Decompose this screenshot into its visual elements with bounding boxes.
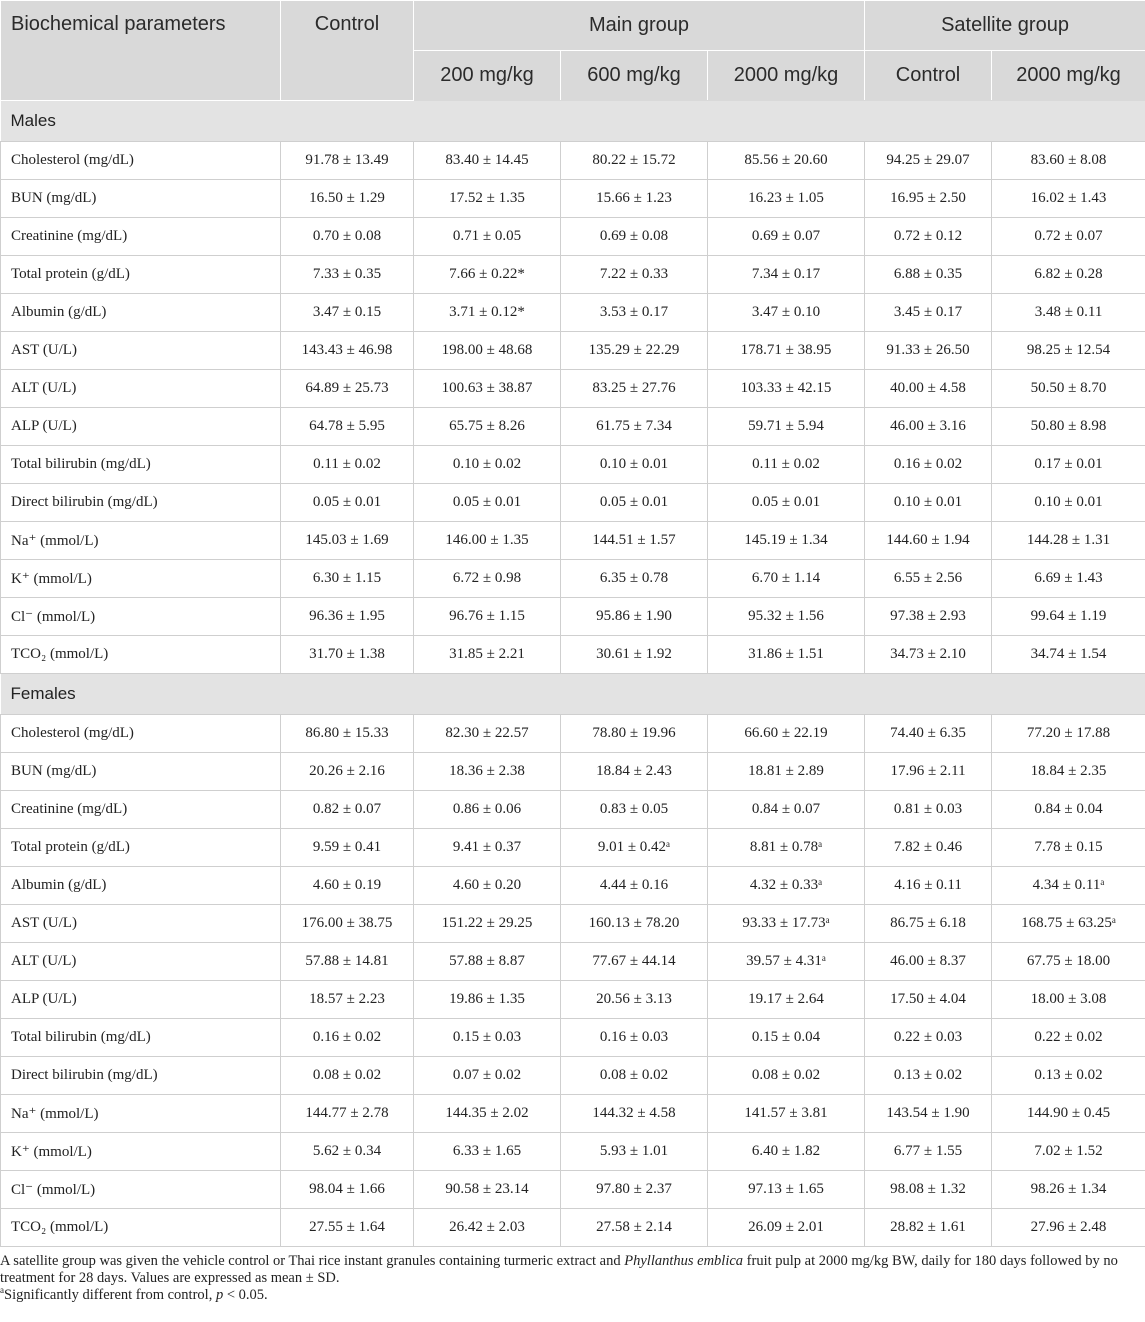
table-row: [1, 446, 1145, 484]
table-row: [1, 218, 1145, 256]
table-cell: 17.52 ± 1.35: [414, 180, 561, 218]
table-cell: 0.22 ± 0.03: [865, 1019, 992, 1057]
row-label: BUN (mg/dL): [1, 180, 281, 218]
table-cell: 5.62 ± 0.34: [281, 1133, 414, 1171]
table-cell: 18.57 ± 2.23: [281, 981, 414, 1019]
table-row: [1, 1209, 1145, 1247]
table-cell: 6.35 ± 0.78: [561, 560, 708, 598]
table-row: [1, 560, 1145, 598]
table-cell: 99.64 ± 1.19: [992, 598, 1145, 636]
table-cell: 9.01 ± 0.42ᵃ: [561, 829, 708, 867]
header-main-600: 600 mg/kg: [561, 51, 708, 101]
row-label: Total protein (g/dL): [1, 256, 281, 294]
table-cell: 160.13 ± 78.20: [561, 905, 708, 943]
table-cell: 26.09 ± 2.01: [708, 1209, 865, 1247]
section-row: [1, 674, 1145, 715]
table-cell: 18.36 ± 2.38: [414, 753, 561, 791]
table-cell: 96.36 ± 1.95: [281, 598, 414, 636]
table-cell: 8.81 ± 0.78ᵃ: [708, 829, 865, 867]
table-cell: 0.16 ± 0.02: [281, 1019, 414, 1057]
table-cell: 64.89 ± 25.73: [281, 370, 414, 408]
table-cell: 145.19 ± 1.34: [708, 522, 865, 560]
table-cell: 0.69 ± 0.07: [708, 218, 865, 256]
table-cell: 91.33 ± 26.50: [865, 332, 992, 370]
table-cell: 4.60 ± 0.19: [281, 867, 414, 905]
table-cell: 82.30 ± 22.57: [414, 715, 561, 753]
table-cell: 3.45 ± 0.17: [865, 294, 992, 332]
row-label: TCO₂ (mmol/L): [1, 1209, 281, 1247]
table-cell: 3.71 ± 0.12*: [414, 294, 561, 332]
table-cell: 0.84 ± 0.07: [708, 791, 865, 829]
table-cell: 34.73 ± 2.10: [865, 636, 992, 674]
row-label: Total protein (g/dL): [1, 829, 281, 867]
table-cell: 0.22 ± 0.02: [992, 1019, 1145, 1057]
table-cell: 0.72 ± 0.07: [992, 218, 1145, 256]
footnote-species: Phyllanthus emblica: [624, 1253, 744, 1269]
table-cell: 19.86 ± 1.35: [414, 981, 561, 1019]
row-label: TCO₂ (mmol/L): [1, 636, 281, 674]
table-row: [1, 1133, 1145, 1171]
table-cell: 0.11 ± 0.02: [708, 446, 865, 484]
table-cell: 141.57 ± 3.81: [708, 1095, 865, 1133]
table-cell: 3.47 ± 0.10: [708, 294, 865, 332]
table-cell: 144.77 ± 2.78: [281, 1095, 414, 1133]
table-row: [1, 981, 1145, 1019]
table-cell: 0.81 ± 0.03: [865, 791, 992, 829]
table-cell: 6.30 ± 1.15: [281, 560, 414, 598]
table-cell: 59.71 ± 5.94: [708, 408, 865, 446]
row-label: Na⁺ (mmol/L): [1, 522, 281, 560]
section-row: [1, 101, 1145, 142]
table-cell: 17.96 ± 2.11: [865, 753, 992, 791]
row-label: AST (U/L): [1, 332, 281, 370]
section-title: Males: [1, 101, 1145, 142]
table-cell: 6.40 ± 1.82: [708, 1133, 865, 1171]
table-cell: 168.75 ± 63.25ᵃ: [992, 905, 1145, 943]
table-cell: 90.58 ± 23.14: [414, 1171, 561, 1209]
table-cell: 31.86 ± 1.51: [708, 636, 865, 674]
table-cell: 16.23 ± 1.05: [708, 180, 865, 218]
table-cell: 144.90 ± 0.45: [992, 1095, 1145, 1133]
table-row: [1, 256, 1145, 294]
table-cell: 100.63 ± 38.87: [414, 370, 561, 408]
table-cell: 0.84 ± 0.04: [992, 791, 1145, 829]
table-cell: 27.58 ± 2.14: [561, 1209, 708, 1247]
table-cell: 7.34 ± 0.17: [708, 256, 865, 294]
table-cell: 144.51 ± 1.57: [561, 522, 708, 560]
table-row: [1, 867, 1145, 905]
table-row: [1, 636, 1145, 674]
table-cell: 0.82 ± 0.07: [281, 791, 414, 829]
table-cell: 98.26 ± 1.34: [992, 1171, 1145, 1209]
table-cell: 78.80 ± 19.96: [561, 715, 708, 753]
table-row: [1, 943, 1145, 981]
table-row: [1, 180, 1145, 218]
table-cell: 16.02 ± 1.43: [992, 180, 1145, 218]
table-cell: 20.26 ± 2.16: [281, 753, 414, 791]
table-cell: 4.16 ± 0.11: [865, 867, 992, 905]
header-main-200: 200 mg/kg: [414, 51, 561, 101]
table-cell: 18.00 ± 3.08: [992, 981, 1145, 1019]
table-cell: 67.75 ± 18.00: [992, 943, 1145, 981]
table-cell: 93.33 ± 17.73ᵃ: [708, 905, 865, 943]
table-cell: 0.83 ± 0.05: [561, 791, 708, 829]
header-satellite-control: Control: [865, 51, 992, 101]
table-cell: 7.82 ± 0.46: [865, 829, 992, 867]
section-title: Females: [1, 674, 1145, 715]
table-row: [1, 1057, 1145, 1095]
table-row: [1, 753, 1145, 791]
footnote-p: p: [215, 1287, 224, 1303]
footnote-text-end: fruit pulp at 2000 mg/kg BW, daily for 180 days followed by no treatment for 28 days. Values are expressed as mean ± SD.: [0, 1253, 1118, 1286]
table-cell: 34.74 ± 1.54: [992, 636, 1145, 674]
footnote-mark: a: [0, 1285, 4, 1296]
table-cell: 74.40 ± 6.35: [865, 715, 992, 753]
table-row: [1, 522, 1145, 560]
table-cell: 6.33 ± 1.65: [414, 1133, 561, 1171]
table-cell: 40.00 ± 4.58: [865, 370, 992, 408]
table-cell: 6.88 ± 0.35: [865, 256, 992, 294]
table-cell: 77.20 ± 17.88: [992, 715, 1145, 753]
table-cell: 151.22 ± 29.25: [414, 905, 561, 943]
table-row: [1, 332, 1145, 370]
table-cell: 15.66 ± 1.23: [561, 180, 708, 218]
table-cell: 0.13 ± 0.02: [992, 1057, 1145, 1095]
table-cell: 98.25 ± 12.54: [992, 332, 1145, 370]
table-cell: 0.05 ± 0.01: [414, 484, 561, 522]
table-cell: 0.72 ± 0.12: [865, 218, 992, 256]
table-cell: 0.69 ± 0.08: [561, 218, 708, 256]
footnote-satellite: [0, 1253, 1140, 1287]
table-cell: 28.82 ± 1.61: [865, 1209, 992, 1247]
table-cell: 26.42 ± 2.03: [414, 1209, 561, 1247]
footnote-text: A satellite group was given the vehicle control or Thai rice instant granules containing turmeric extract and: [0, 1253, 625, 1269]
row-label: ALT (U/L): [1, 370, 281, 408]
table-cell: 27.55 ± 1.64: [281, 1209, 414, 1247]
row-label: ALP (U/L): [1, 981, 281, 1019]
table-cell: 18.81 ± 2.89: [708, 753, 865, 791]
header-satellite-2000: 2000 mg/kg: [992, 51, 1145, 101]
table-cell: 5.93 ± 1.01: [561, 1133, 708, 1171]
table-body: [1, 101, 1145, 1247]
table-cell: 146.00 ± 1.35: [414, 522, 561, 560]
table-cell: 4.32 ± 0.33ᵃ: [708, 867, 865, 905]
footnote-significance: [0, 1287, 1140, 1304]
table-cell: 46.00 ± 3.16: [865, 408, 992, 446]
table-row: [1, 829, 1145, 867]
table-cell: 7.78 ± 0.15: [992, 829, 1145, 867]
header-main-group: Main group: [414, 1, 865, 51]
table-cell: 57.88 ± 8.87: [414, 943, 561, 981]
table-cell: 27.96 ± 2.48: [992, 1209, 1145, 1247]
table-row: [1, 484, 1145, 522]
row-label: Albumin (g/dL): [1, 867, 281, 905]
table-cell: 143.43 ± 46.98: [281, 332, 414, 370]
table-cell: 143.54 ± 1.90: [865, 1095, 992, 1133]
row-label: Total bilirubin (mg/dL): [1, 1019, 281, 1057]
table-cell: 0.07 ± 0.02: [414, 1057, 561, 1095]
table-cell: 0.15 ± 0.04: [708, 1019, 865, 1057]
table-row: [1, 142, 1145, 180]
table-cell: 144.35 ± 2.02: [414, 1095, 561, 1133]
row-label: AST (U/L): [1, 905, 281, 943]
table-cell: 6.55 ± 2.56: [865, 560, 992, 598]
footnote-sig-text: Significantly different from control,: [4, 1287, 216, 1303]
table-cell: 85.56 ± 20.60: [708, 142, 865, 180]
table-cell: 7.33 ± 0.35: [281, 256, 414, 294]
table-cell: 9.41 ± 0.37: [414, 829, 561, 867]
table-cell: 144.60 ± 1.94: [865, 522, 992, 560]
table-cell: 16.95 ± 2.50: [865, 180, 992, 218]
table-cell: 64.78 ± 5.95: [281, 408, 414, 446]
table-cell: 83.25 ± 27.76: [561, 370, 708, 408]
table-cell: 80.22 ± 15.72: [561, 142, 708, 180]
row-label: Cholesterol (mg/dL): [1, 142, 281, 180]
table-cell: 0.08 ± 0.02: [561, 1057, 708, 1095]
table-cell: 0.08 ± 0.02: [281, 1057, 414, 1095]
table-cell: 31.85 ± 2.21: [414, 636, 561, 674]
table-cell: 86.75 ± 6.18: [865, 905, 992, 943]
row-label: Creatinine (mg/dL): [1, 791, 281, 829]
table-cell: 3.47 ± 0.15: [281, 294, 414, 332]
table-cell: 0.10 ± 0.01: [561, 446, 708, 484]
table-cell: 0.71 ± 0.05: [414, 218, 561, 256]
table-cell: 98.08 ± 1.32: [865, 1171, 992, 1209]
table-cell: 50.50 ± 8.70: [992, 370, 1145, 408]
footnote-sig-end: < 0.05.: [223, 1287, 268, 1303]
table-cell: 30.61 ± 1.92: [561, 636, 708, 674]
table-cell: 66.60 ± 22.19: [708, 715, 865, 753]
header-main-2000: 2000 mg/kg: [708, 51, 865, 101]
table-cell: 17.50 ± 4.04: [865, 981, 992, 1019]
table-cell: 97.13 ± 1.65: [708, 1171, 865, 1209]
table-cell: 95.32 ± 1.56: [708, 598, 865, 636]
table-row: [1, 1019, 1145, 1057]
table-cell: 31.70 ± 1.38: [281, 636, 414, 674]
row-label: Na⁺ (mmol/L): [1, 1095, 281, 1133]
table-cell: 94.25 ± 29.07: [865, 142, 992, 180]
table-cell: 86.80 ± 15.33: [281, 715, 414, 753]
table-cell: 57.88 ± 14.81: [281, 943, 414, 981]
table-cell: 18.84 ± 2.35: [992, 753, 1145, 791]
table-cell: 0.05 ± 0.01: [561, 484, 708, 522]
table-cell: 46.00 ± 8.37: [865, 943, 992, 981]
table-row: [1, 1095, 1145, 1133]
table-row: [1, 715, 1145, 753]
table-cell: 0.10 ± 0.02: [414, 446, 561, 484]
table-cell: 0.16 ± 0.02: [865, 446, 992, 484]
table-cell: 0.17 ± 0.01: [992, 446, 1145, 484]
table-cell: 145.03 ± 1.69: [281, 522, 414, 560]
table-cell: 83.40 ± 14.45: [414, 142, 561, 180]
table-cell: 4.34 ± 0.11ᵃ: [992, 867, 1145, 905]
row-label: Total bilirubin (mg/dL): [1, 446, 281, 484]
table-cell: 7.02 ± 1.52: [992, 1133, 1145, 1171]
table-cell: 9.59 ± 0.41: [281, 829, 414, 867]
table-cell: 50.80 ± 8.98: [992, 408, 1145, 446]
table-cell: 6.69 ± 1.43: [992, 560, 1145, 598]
table-cell: 3.48 ± 0.11: [992, 294, 1145, 332]
table-cell: 4.44 ± 0.16: [561, 867, 708, 905]
table-cell: 176.00 ± 38.75: [281, 905, 414, 943]
row-label: K⁺ (mmol/L): [1, 560, 281, 598]
table-cell: 77.67 ± 44.14: [561, 943, 708, 981]
table-cell: 7.66 ± 0.22*: [414, 256, 561, 294]
table-cell: 0.16 ± 0.03: [561, 1019, 708, 1057]
table-cell: 6.77 ± 1.55: [865, 1133, 992, 1171]
table-cell: 65.75 ± 8.26: [414, 408, 561, 446]
table-cell: 0.10 ± 0.01: [992, 484, 1145, 522]
table-cell: 20.56 ± 3.13: [561, 981, 708, 1019]
table-cell: 4.60 ± 0.20: [414, 867, 561, 905]
table-cell: 0.15 ± 0.03: [414, 1019, 561, 1057]
table-cell: 144.32 ± 4.58: [561, 1095, 708, 1133]
table-row: [1, 408, 1145, 446]
table-footnotes: [0, 1247, 1140, 1304]
table-cell: 39.57 ± 4.31ᵃ: [708, 943, 865, 981]
table-cell: 97.38 ± 2.93: [865, 598, 992, 636]
table-row: [1, 791, 1145, 829]
table-cell: 135.29 ± 22.29: [561, 332, 708, 370]
table-cell: 0.05 ± 0.01: [281, 484, 414, 522]
row-label: Albumin (g/dL): [1, 294, 281, 332]
table-cell: 19.17 ± 2.64: [708, 981, 865, 1019]
table-cell: 6.82 ± 0.28: [992, 256, 1145, 294]
header-satellite-group: Satellite group: [865, 1, 1145, 51]
table-cell: 0.08 ± 0.02: [708, 1057, 865, 1095]
table-cell: 6.72 ± 0.98: [414, 560, 561, 598]
row-label: BUN (mg/dL): [1, 753, 281, 791]
row-label: Cl⁻ (mmol/L): [1, 598, 281, 636]
table-cell: 91.78 ± 13.49: [281, 142, 414, 180]
table-cell: 95.86 ± 1.90: [561, 598, 708, 636]
table-cell: 3.53 ± 0.17: [561, 294, 708, 332]
table-row: [1, 1171, 1145, 1209]
row-label: ALT (U/L): [1, 943, 281, 981]
table-cell: 0.86 ± 0.06: [414, 791, 561, 829]
row-label: Creatinine (mg/dL): [1, 218, 281, 256]
table-row: [1, 598, 1145, 636]
table-row: [1, 294, 1145, 332]
table-row: [1, 905, 1145, 943]
row-label: Cl⁻ (mmol/L): [1, 1171, 281, 1209]
header-control: Control: [281, 1, 414, 101]
table-cell: 7.22 ± 0.33: [561, 256, 708, 294]
table-cell: 96.76 ± 1.15: [414, 598, 561, 636]
table-cell: 98.04 ± 1.66: [281, 1171, 414, 1209]
row-label: ALP (U/L): [1, 408, 281, 446]
header-parameters: Biochemical parameters: [1, 1, 281, 101]
table-cell: 144.28 ± 1.31: [992, 522, 1145, 560]
row-label: Direct bilirubin (mg/dL): [1, 484, 281, 522]
table-cell: 18.84 ± 2.43: [561, 753, 708, 791]
table-cell: 178.71 ± 38.95: [708, 332, 865, 370]
table-cell: 6.70 ± 1.14: [708, 560, 865, 598]
table-cell: 97.80 ± 2.37: [561, 1171, 708, 1209]
table-cell: 0.13 ± 0.02: [865, 1057, 992, 1095]
row-label: Direct bilirubin (mg/dL): [1, 1057, 281, 1095]
table-cell: 16.50 ± 1.29: [281, 180, 414, 218]
table-cell: 0.10 ± 0.01: [865, 484, 992, 522]
table-row: [1, 370, 1145, 408]
table-cell: 0.05 ± 0.01: [708, 484, 865, 522]
table-cell: 61.75 ± 7.34: [561, 408, 708, 446]
row-label: K⁺ (mmol/L): [1, 1133, 281, 1171]
table-cell: 83.60 ± 8.08: [992, 142, 1145, 180]
row-label: Cholesterol (mg/dL): [1, 715, 281, 753]
table-cell: 0.11 ± 0.02: [281, 446, 414, 484]
table-cell: 0.70 ± 0.08: [281, 218, 414, 256]
table-cell: 103.33 ± 42.15: [708, 370, 865, 408]
table-cell: 198.00 ± 48.68: [414, 332, 561, 370]
